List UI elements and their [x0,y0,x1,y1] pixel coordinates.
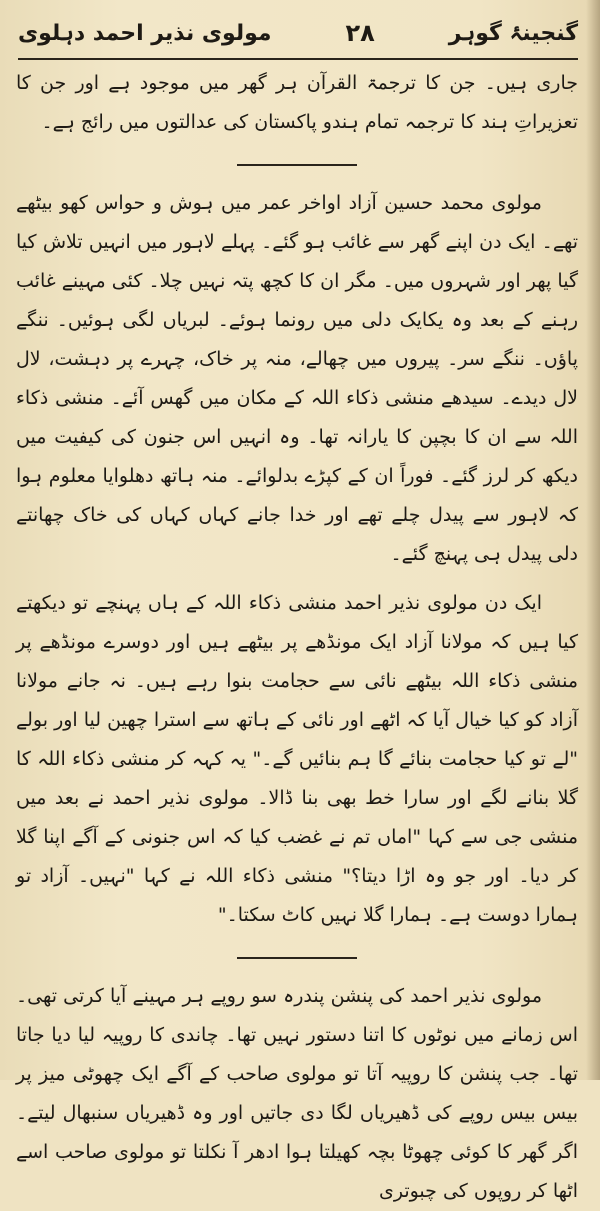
book-title: گنجینۂ گوہر [448,20,578,46]
paragraph-azad-missing: مولوی محمد حسین آزاد اواخر عمر میں ہوش و حواس کھو بیٹھے تھے۔ ایک دن اپنے گھر سے غائب ہو گئے۔ پہلے لاہور میں انہیں تلاش کیا گیا پھر اور شہروں میں۔ مگر ان کا کچھ پتہ نہیں چلا۔ کئی مہینے غائب رہنے کے بعد وہ یکایک دلی میں رونما ہوئے۔ لبریاں لگی ہوئیں۔ ننگے پاؤں۔ ننگے سر۔ پیروں میں چھالے، منہ پر خاک، چہرے پر دہشت، لال لال دیدے۔ سیدھے منشی ذکاء اللہ کے مکان میں گھس آئے۔ منشی ذکاء اللہ سے ان کا بچپن کا یارانہ تھا۔ وہ انہیں اس جنون کی کیفیت میں دیکھ کر لرز گئے۔ فوراً ان کے کپڑے بدلوائے۔ منہ ہاتھ دھلوایا معلوم ہوا کہ لاہور سے پیدل چلے تھے اور خدا جانے کہاں کہاں کی خاک چھانتے دلی پیدل ہی پہنچ گئے۔ [16,192,578,565]
section-divider [237,957,357,959]
page-spine-shadow [586,0,600,1080]
paragraph-gap [16,574,578,584]
paragraph-pension: مولوی نذیر احمد کی پنشن پندرہ سو روپے ہر مہینے آیا کرتی تھی۔ اس زمانے میں نوٹوں کا اتنا دستور نہیں تھا۔ چاندی کا روپیہ لیا دیا جاتا تھا۔ جب پنشن کا روپیہ آتا تو مولوی صاحب کے آگے ایک چھوٹی میز پر بیس بیس روپے کی ڈھیریاں لگا دی جاتیں اور وہ ڈھیریاں سنبھال لیتے۔ اگر گھر کا کوئی چھوٹا بچہ کھیلتا ہوا ادھر آ نکلتا تو مولوی صاحب اسے اٹھا کر روپوں کی چبوتری [16,985,578,1202]
paragraph-continued: جاری ہیں۔ جن کا ترجمۃ القرآن ہر گھر میں موجود ہے اور جن کا تعزیراتِ ہند کا ترجمہ تمام ہندو پاکستان کی عدالتوں میں رائج ہے۔ [16,72,578,133]
chapter-title: مولوی نذیر احمد دہلوی [18,20,272,46]
page-header [18,8,578,60]
page-number: ۲۸ [345,19,375,47]
section-divider [237,164,357,166]
paragraph-azad-shave: ایک دن مولوی نذیر احمد منشی ذکاء اللہ کے ہاں پہنچے تو دیکھتے کیا ہیں کہ مولانا آزاد ایک مونڈھے پر بیٹھے ہیں اور دوسرے مونڈھے پر منشی ذکاء اللہ بیٹھے نائی سے حجامت بنوا رہے ہیں۔ نہ جانے مولانا آزاد کو کیا خیال آیا کہ اٹھے اور نائی کے ہاتھ سے استرا چھین لیا اور بولے "لے تو کیا حجامت بنائے گا ہم بنائیں گے۔" یہ کہہ کر منشی ذکاء اللہ کا گلا بنانے لگے اور سارا خط بھی بنا ڈالا۔ مولوی نذیر احمد نے بعد میں منشی جی سے کہا "اماں تم نے غضب کیا کہ اس جنونی کے آگے اپنا گلا کر دیا۔ اور جو وہ اڑا دیتا؟" منشی ذکاء اللہ نے کہا "نہیں۔ آزاد تو ہمارا دوست ہے۔ ہمارا گلا نہیں کاٹ سکتا۔" [16,592,578,926]
page-body [16,64,578,1211]
